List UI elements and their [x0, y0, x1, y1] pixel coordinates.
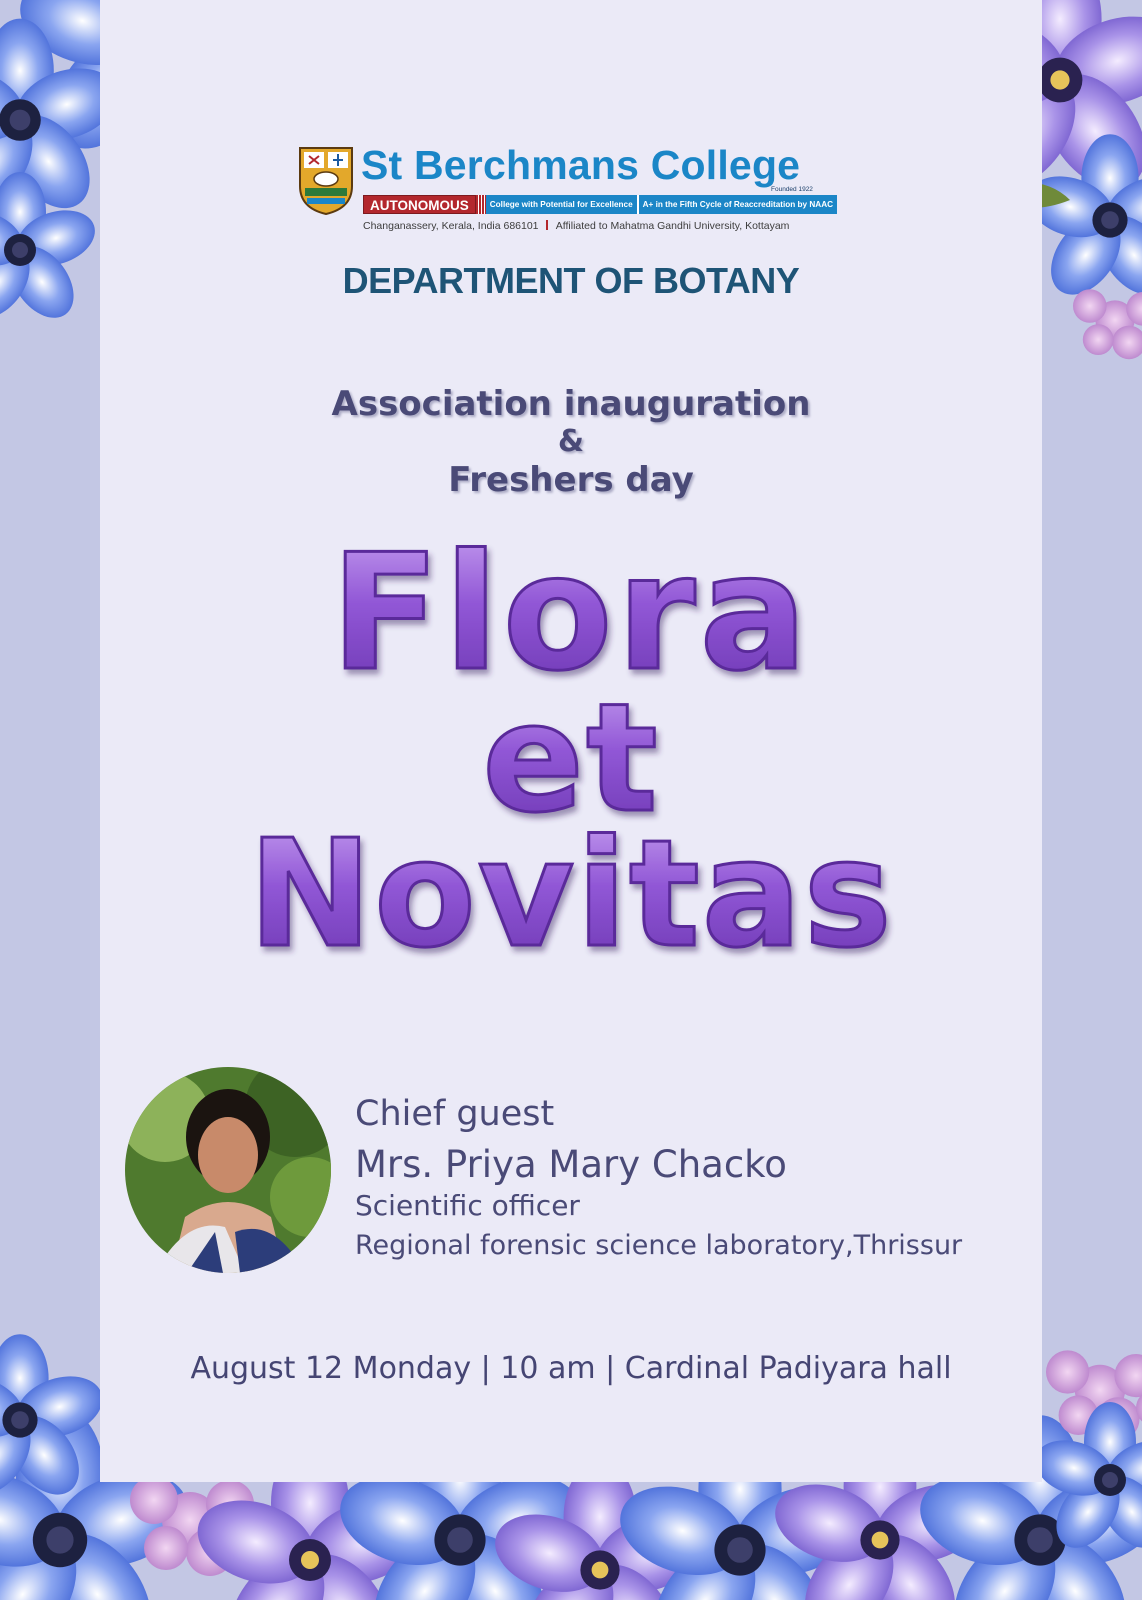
autonomous-badge: AUTONOMOUS [363, 195, 476, 214]
event-details: August 12 Monday | 10 am | Cardinal Padiyara hall [190, 1351, 952, 1386]
department-title: DEPARTMENT OF BOTANY [342, 260, 800, 301]
potential-label: College with Potential for Excellence [486, 195, 637, 214]
college-address: Changanassery, Kerala, India 686101 [363, 220, 539, 232]
college-name: St Berchmans College [361, 142, 801, 188]
title-word-et: et [482, 672, 660, 846]
event-line-2: & [557, 424, 585, 459]
title-word-flora: Flora [330, 519, 812, 706]
chief-guest-organization: Regional forensic science laboratory,Thrissur [355, 1230, 963, 1261]
event-line-1: Association inauguration [331, 384, 811, 424]
guest-portrait-icon [125, 1067, 331, 1273]
chief-guest-designation: Scientific officer [355, 1189, 580, 1222]
college-affiliation: Affiliated to Mahatma Gandhi University, Kottayam [555, 220, 790, 232]
naac-label: A+ in the Fifth Cycle of Reaccreditation by NAAC [639, 195, 837, 214]
chief-guest-label: Chief guest [355, 1094, 555, 1134]
chief-guest-name: Mrs. Priya Mary Chacko [355, 1143, 787, 1186]
guest-photo [125, 1067, 331, 1273]
title-word-novitas: Novitas [248, 808, 894, 980]
founded-year: Founded 1922 [771, 186, 813, 193]
event-line-3: Freshers day [448, 460, 694, 500]
